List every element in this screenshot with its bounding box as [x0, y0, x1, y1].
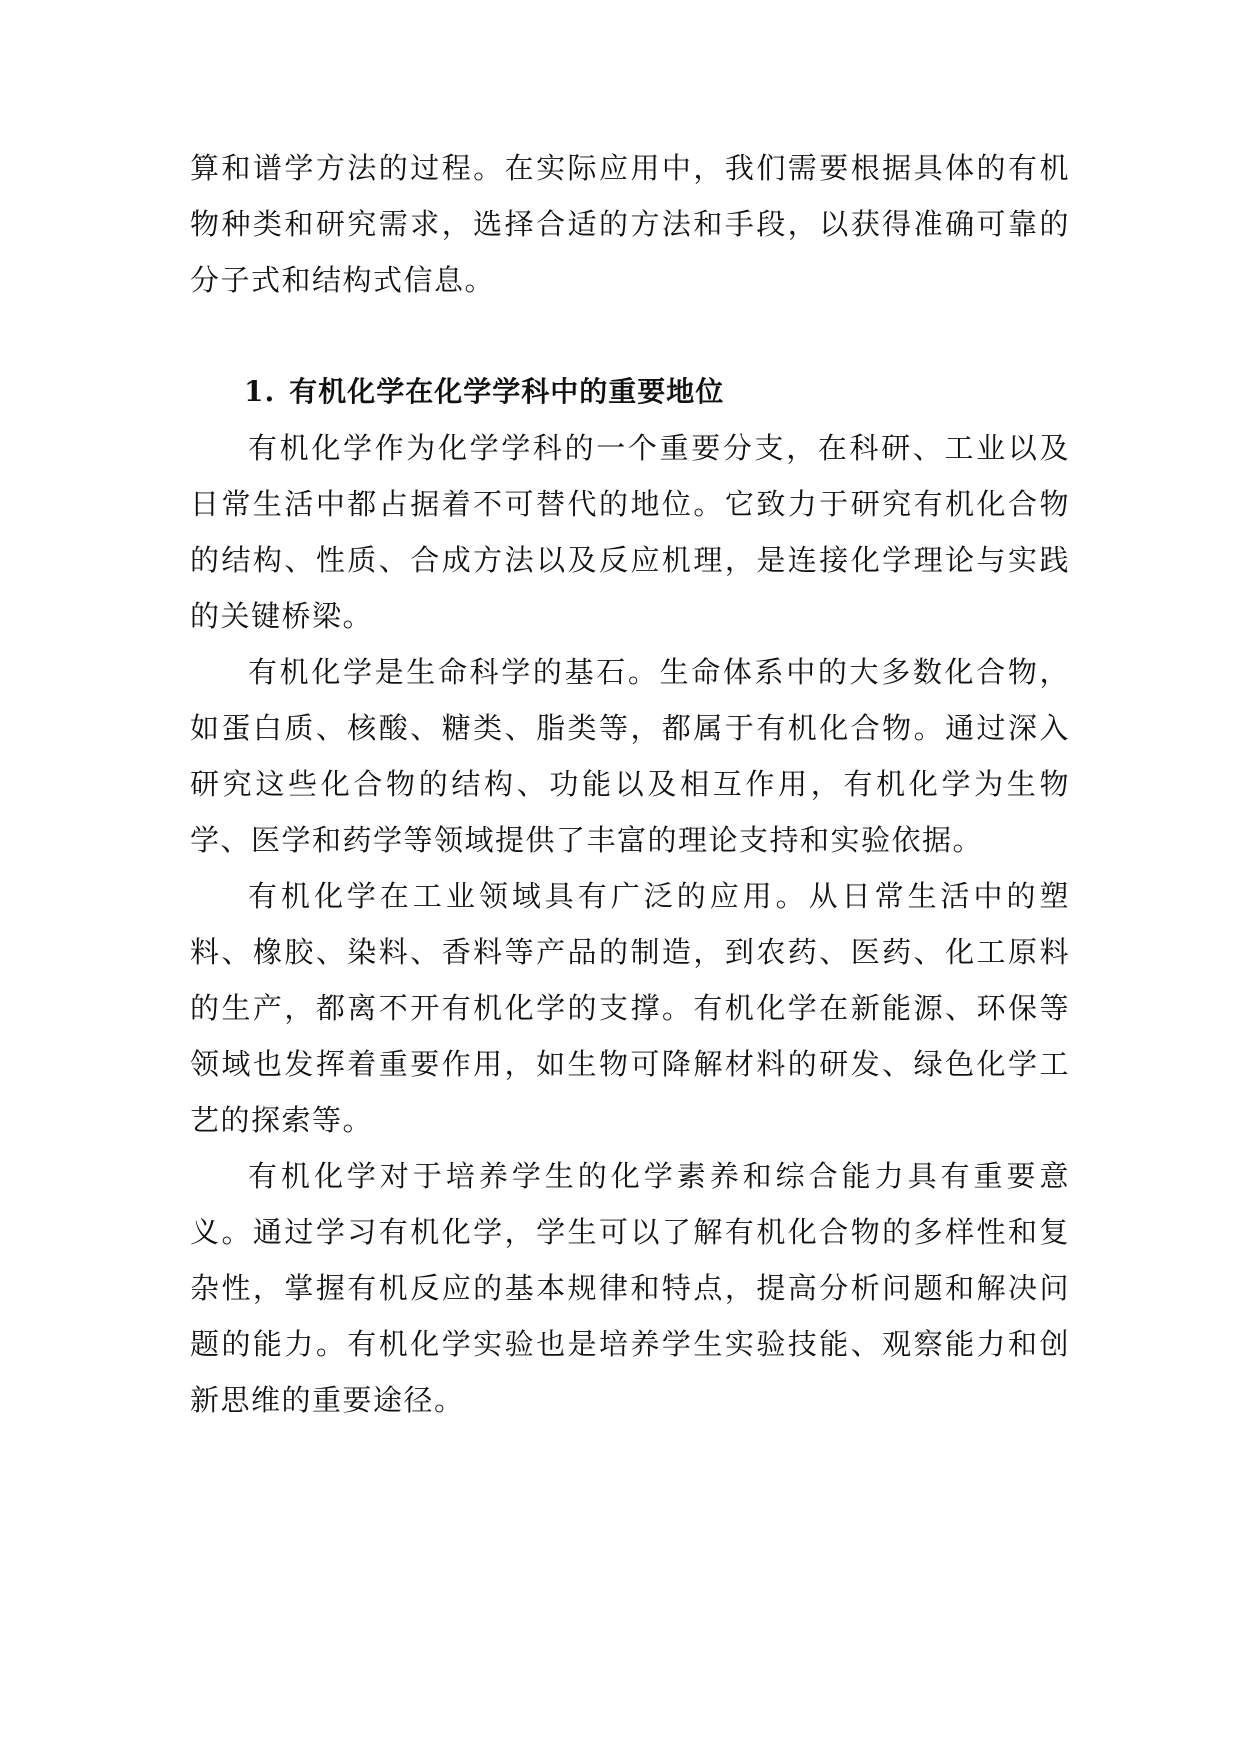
document-page — [190, 140, 1070, 1428]
body-paragraph-2: 有机化学是生命科学的基石。生命体系中的大多数化合物，如蛋白质、核酸、糖类、脂类等，都属于有机化合物。通过深入研究这些化合物的结构、功能以及相互作用，有机化学为生物学、医学和药学等领域提供了丰富的理论支持和实验依据。 — [190, 655, 1070, 857]
section-title: 有机化学在化学学科中的重要地位 — [289, 375, 725, 408]
section-heading — [190, 364, 1070, 420]
intro-paragraph: 算和谱学方法的过程。在实际应用中，我们需要根据具体的有机物种类和研究需求，选择合适的方法和手段，以获得准确可靠的分子式和结构式信息。 — [190, 151, 1070, 297]
body-paragraph-1: 有机化学作为化学学科的一个重要分支，在科研、工业以及日常生活中都占据着不可替代的地位。它致力于研究有机化合物的结构、性质、合成方法以及反应机理，是连接化学理论与实践的关键桥梁。 — [190, 431, 1070, 633]
section-number: 1. — [244, 375, 276, 408]
body-paragraph-4: 有机化学对于培养学生的化学素养和综合能力具有重要意义。通过学习有机化学，学生可以了解有机化合物的多样性和复杂性，掌握有机反应的基本规律和特点，提高分析问题和解决问题的能力。有机化学实验也是培养学生实验技能、观察能力和创新思维的重要途径。 — [190, 1159, 1070, 1417]
body-paragraph-3: 有机化学在工业领域具有广泛的应用。从日常生活中的塑料、橡胶、染料、香料等产品的制造，到农药、医药、化工原料的生产，都离不开有机化学的支撑。有机化学在新能源、环保等领域也发挥着重要作用，如生物可降解材料的研发、绿色化学工艺的探索等。 — [190, 879, 1070, 1137]
